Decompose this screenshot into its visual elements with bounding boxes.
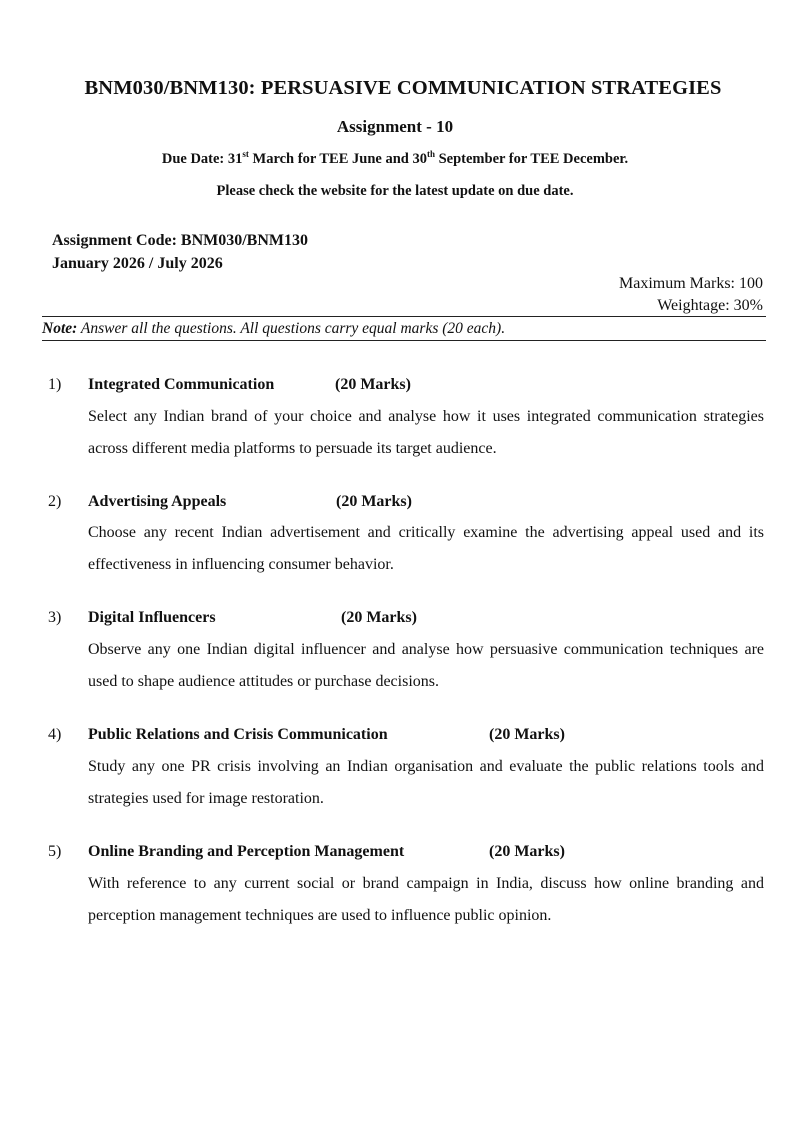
question-marks: (20 Marks) <box>336 493 412 510</box>
session: January 2026 / July 2026 <box>52 255 223 272</box>
weightage: Weightage: 30% <box>657 297 763 314</box>
question-body: Choose any recent Indian advertisement and critically examine the advertising appeal used and its effectiveness in influencing consumer behavior. <box>88 524 764 573</box>
note-label: Note: <box>42 320 78 337</box>
question-number: 1) <box>48 376 62 393</box>
question-marks: (20 Marks) <box>489 726 565 743</box>
course-title: BNM030/BNM130: PERSUASIVE COMMUNICATION STRATEGIES <box>84 77 722 99</box>
question-title: Public Relations and Crisis Communication <box>88 726 388 743</box>
assignment-number: Assignment - 10 <box>336 117 454 136</box>
question-number: 5) <box>48 843 62 860</box>
assignment-code: Assignment Code: BNM030/BNM130 <box>52 232 308 249</box>
question-title: Online Branding and Perception Management <box>88 843 405 860</box>
due-date-middle: March for TEE June and 30 <box>248 151 427 167</box>
due-date <box>0 151 790 168</box>
note <box>42 320 505 338</box>
question-body: With reference to any current social or brand campaign in India, discuss how online branding and perception management techniques are used to influence public opinion. <box>88 875 764 924</box>
due-date-sup-st: st <box>242 149 249 160</box>
question-body: Select any Indian brand of your choice and analyse how it uses integrated communication strategies across different media platforms to persuade its target audience. <box>88 408 764 457</box>
question-marks: (20 Marks) <box>341 609 417 626</box>
question-body: Study any one PR crisis involving an Indian organisation and evaluate the public relations tools and strategies used for image restoration. <box>88 758 764 807</box>
divider-top <box>42 316 766 317</box>
website-note: Please check the website for the latest update on due date. <box>216 183 574 199</box>
question-title: Integrated Communication <box>88 376 275 393</box>
question-marks: (20 Marks) <box>335 376 411 393</box>
question-marks: (20 Marks) <box>489 843 565 860</box>
divider-bottom <box>42 340 766 341</box>
note-text: Answer all the questions. All questions carry equal marks (20 each). <box>77 320 506 337</box>
question-title: Advertising Appeals <box>88 493 227 510</box>
question-body: Observe any one Indian digital influencer and analyse how persuasive communication techniques are used to shape audience attitudes or purchase decisions. <box>88 641 764 690</box>
question-number: 4) <box>48 726 62 743</box>
question-number: 3) <box>48 609 62 626</box>
due-date-sup-th: th <box>426 149 435 160</box>
question-title: Digital Influencers <box>88 609 216 626</box>
maximum-marks: Maximum Marks: 100 <box>619 275 763 292</box>
due-date-prefix: Due Date: 31 <box>161 151 243 167</box>
due-date-suffix: September for TEE December. <box>434 151 629 167</box>
question-number: 2) <box>48 493 62 510</box>
